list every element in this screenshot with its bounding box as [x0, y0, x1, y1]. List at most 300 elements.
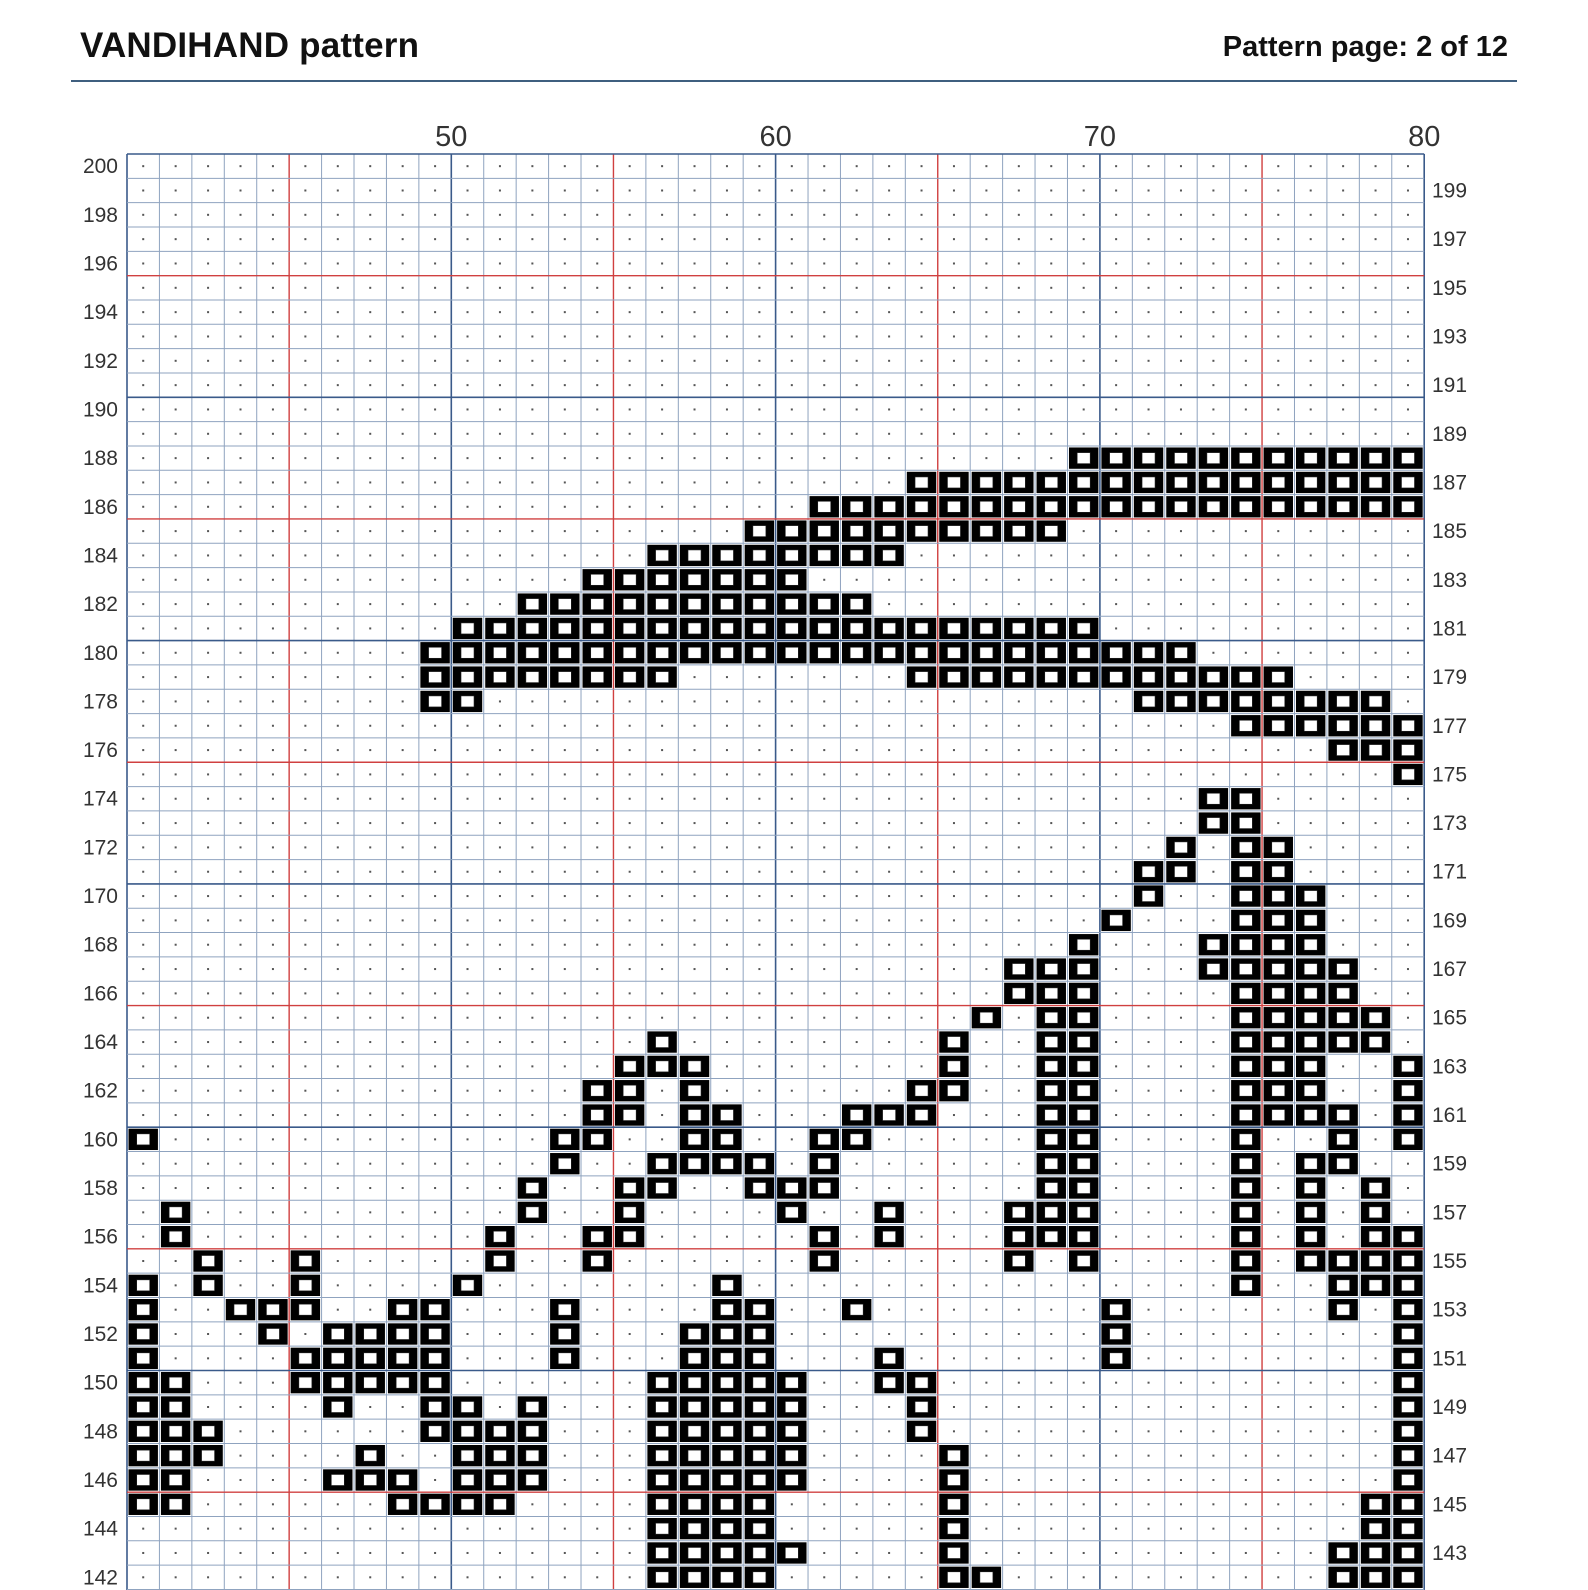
stitch-cell: [1328, 1567, 1357, 1588]
grid-dot: [823, 725, 825, 727]
grid-dot: [856, 749, 858, 751]
grid-dot: [1342, 1211, 1344, 1213]
grid-dot: [175, 749, 177, 751]
grid-dot: [1212, 773, 1214, 775]
grid-dot: [985, 360, 987, 362]
grid-dot: [207, 165, 209, 167]
grid-dot: [304, 992, 306, 994]
stitch-cell: [745, 1299, 774, 1320]
grid-dot: [758, 384, 760, 386]
grid-dot: [434, 1576, 436, 1578]
grid-dot: [1115, 1528, 1117, 1530]
grid-dot: [272, 1260, 274, 1262]
stitch-cell: [1296, 472, 1325, 493]
grid-dot: [207, 700, 209, 702]
grid-dot: [629, 1528, 631, 1530]
grid-dot: [1375, 1163, 1377, 1165]
stitch-cell: [1231, 1153, 1260, 1174]
grid-dot: [694, 871, 696, 873]
grid-dot: [791, 1138, 793, 1140]
stitch-cell: [680, 1153, 709, 1174]
stitch-cell: [680, 1348, 709, 1369]
grid-dot: [758, 360, 760, 362]
grid-dot: [856, 700, 858, 702]
grid-dot: [1407, 238, 1409, 240]
stitch-cell: [1296, 1080, 1325, 1101]
grid-dot: [1148, 1479, 1150, 1481]
grid-dot: [402, 846, 404, 848]
grid-dot: [856, 773, 858, 775]
stitch-cell: [1361, 1518, 1390, 1539]
grid-dot: [1180, 530, 1182, 532]
stitch-cell: [615, 1080, 644, 1101]
stitch-cell: [129, 1129, 158, 1150]
grid-dot: [207, 1333, 209, 1335]
stitch-cell: [129, 1275, 158, 1296]
grid-dot: [629, 189, 631, 191]
stitch-center: [720, 1377, 733, 1388]
grid-dot: [499, 773, 501, 775]
stitch-cell: [745, 1542, 774, 1563]
stitch-cell: [680, 618, 709, 639]
grid-dot: [661, 992, 663, 994]
stitch-cell: [1037, 496, 1066, 517]
stitch-cell: [1069, 1056, 1098, 1077]
grid-dot: [402, 287, 404, 289]
grid-dot: [531, 1041, 533, 1043]
grid-dot: [499, 992, 501, 994]
grid-dot: [1375, 214, 1377, 216]
grid-dot: [1115, 262, 1117, 264]
grid-dot: [1115, 311, 1117, 313]
grid-dot: [1407, 214, 1409, 216]
grid-dot: [304, 335, 306, 337]
row-label-left: 166: [82, 982, 118, 1006]
grid-dot: [1407, 189, 1409, 191]
grid-dot: [1277, 384, 1279, 386]
stitch-cell: [485, 1494, 514, 1515]
stitch-cell: [1069, 1007, 1098, 1028]
stitch-cell: [1069, 472, 1098, 493]
stitch-center: [753, 1450, 766, 1461]
grid-dot: [402, 798, 404, 800]
grid-dot: [369, 1406, 371, 1408]
stitch-center: [947, 1061, 960, 1072]
grid-dot: [142, 1211, 144, 1213]
stitch-cell: [939, 1494, 968, 1515]
grid-dot: [629, 1284, 631, 1286]
row-label-left: 180: [82, 641, 118, 665]
stitch-cell: [680, 593, 709, 614]
grid-dot: [921, 603, 923, 605]
grid-dot: [1342, 603, 1344, 605]
stitch-center: [753, 1304, 766, 1315]
grid-dot: [175, 1260, 177, 1262]
grid-dot: [1310, 262, 1312, 264]
stitch-center: [656, 623, 669, 634]
grid-dot: [1375, 335, 1377, 337]
grid-dot: [694, 189, 696, 191]
stitch-cell: [161, 1372, 190, 1393]
grid-dot: [823, 895, 825, 897]
stitch-center: [915, 501, 928, 512]
grid-dot: [531, 749, 533, 751]
grid-dot: [856, 579, 858, 581]
grid-dot: [791, 1065, 793, 1067]
grid-dot: [1407, 1017, 1409, 1019]
stitch-cell: [939, 1031, 968, 1052]
stitch-cell: [1361, 472, 1390, 493]
grid-dot: [953, 725, 955, 727]
stitch-cell: [1328, 1275, 1357, 1296]
grid-dot: [1277, 1284, 1279, 1286]
grid-dot: [369, 1090, 371, 1092]
stitch-cell: [712, 642, 741, 663]
stitch-center: [1077, 1110, 1090, 1121]
stitch-cell: [712, 1153, 741, 1174]
grid-dot: [985, 1284, 987, 1286]
stitch-cell: [518, 1421, 547, 1442]
stitch-cell: [1199, 447, 1228, 468]
grid-dot: [240, 676, 242, 678]
grid-dot: [175, 944, 177, 946]
grid-dot: [985, 384, 987, 386]
grid-dot: [467, 773, 469, 775]
grid-dot: [240, 700, 242, 702]
grid-dot: [596, 1187, 598, 1189]
stitch-cell: [1296, 1177, 1325, 1198]
grid-dot: [726, 895, 728, 897]
grid-dot: [1407, 1163, 1409, 1165]
grid-dot: [726, 481, 728, 483]
grid-dot: [1342, 1455, 1344, 1457]
grid-dot: [1115, 1284, 1117, 1286]
grid-dot: [985, 603, 987, 605]
grid-dot: [240, 506, 242, 508]
grid-dot: [337, 749, 339, 751]
grid-dot: [1018, 700, 1020, 702]
grid-dot: [921, 457, 923, 459]
stitch-center: [1369, 1523, 1382, 1534]
grid-dot: [272, 1430, 274, 1432]
stitch-cell: [680, 1372, 709, 1393]
grid-dot: [1407, 603, 1409, 605]
stitch-center: [980, 1572, 993, 1583]
stitch-center: [688, 1401, 701, 1412]
grid-dot: [1310, 287, 1312, 289]
grid-dot: [1277, 1333, 1279, 1335]
grid-dot: [1148, 603, 1150, 605]
stitch-cell: [1166, 447, 1195, 468]
grid-dot: [726, 798, 728, 800]
stitch-center: [818, 550, 831, 561]
grid-dot: [240, 262, 242, 264]
grid-dot: [1212, 1576, 1214, 1578]
grid-dot: [1212, 311, 1214, 313]
grid-dot: [337, 408, 339, 410]
grid-dot: [985, 1309, 987, 1311]
grid-dot: [791, 1114, 793, 1116]
grid-dot: [142, 287, 144, 289]
stitch-cell: [453, 1469, 482, 1490]
grid-dot: [629, 1503, 631, 1505]
stitch-center: [850, 1134, 863, 1145]
stitch-cell: [810, 642, 839, 663]
stitch-center: [1174, 866, 1187, 877]
grid-dot: [1148, 214, 1150, 216]
stitch-center: [623, 1207, 636, 1218]
grid-dot: [1018, 1041, 1020, 1043]
stitch-cell: [1393, 1396, 1422, 1417]
stitch-center: [1401, 1426, 1414, 1437]
grid-dot: [467, 1187, 469, 1189]
stitch-center: [980, 1012, 993, 1023]
grid-dot: [1407, 798, 1409, 800]
grid-dot: [1212, 1065, 1214, 1067]
stitch-cell: [1199, 496, 1228, 517]
grid-dot: [499, 189, 501, 191]
grid-dot: [402, 506, 404, 508]
grid-dot: [1245, 165, 1247, 167]
stitch-cell: [485, 1250, 514, 1271]
stitch-center: [850, 623, 863, 634]
grid-dot: [1050, 1333, 1052, 1335]
grid-dot: [434, 725, 436, 727]
stitch-center: [785, 574, 798, 585]
grid-dot: [304, 506, 306, 508]
grid-dot: [921, 871, 923, 873]
grid-dot: [758, 1236, 760, 1238]
grid-dot: [629, 287, 631, 289]
grid-dot: [1310, 335, 1312, 337]
grid-dot: [304, 798, 306, 800]
grid-dot: [272, 725, 274, 727]
grid-dot: [434, 1114, 436, 1116]
grid-dot: [142, 968, 144, 970]
grid-dot: [499, 895, 501, 897]
stitch-center: [688, 647, 701, 658]
stitch-cell: [388, 1372, 417, 1393]
stitch-cell: [1101, 447, 1130, 468]
row-label-left: 142: [82, 1566, 118, 1590]
grid-dot: [985, 1211, 987, 1213]
grid-dot: [434, 798, 436, 800]
grid-dot: [402, 1455, 404, 1457]
grid-dot: [596, 846, 598, 848]
stitch-cell: [810, 1153, 839, 1174]
row-label-right: 153: [1432, 1298, 1468, 1322]
grid-dot: [726, 408, 728, 410]
grid-dot: [1115, 1503, 1117, 1505]
grid-dot: [694, 165, 696, 167]
stitch-cell: [907, 520, 936, 541]
grid-dot: [694, 822, 696, 824]
grid-dot: [985, 1406, 987, 1408]
stitch-cell: [1199, 812, 1228, 833]
stitch-center: [1337, 1547, 1350, 1558]
stitch-center: [818, 526, 831, 537]
grid-dot: [856, 1187, 858, 1189]
stitch-center: [137, 1401, 150, 1412]
grid-dot: [1083, 1357, 1085, 1359]
grid-dot: [629, 1382, 631, 1384]
stitch-cell: [129, 1299, 158, 1320]
grid-dot: [304, 1552, 306, 1554]
grid-dot: [953, 1236, 955, 1238]
grid-dot: [694, 1284, 696, 1286]
stitch-cell: [420, 691, 449, 712]
grid-dot: [207, 1406, 209, 1408]
grid-dot: [1148, 1430, 1150, 1432]
grid-dot: [272, 846, 274, 848]
grid-dot: [921, 1187, 923, 1189]
grid-dot: [1277, 335, 1279, 337]
grid-dot: [823, 1503, 825, 1505]
grid-dot: [304, 1017, 306, 1019]
grid-dot: [856, 433, 858, 435]
grid-dot: [531, 457, 533, 459]
stitch-cell: [1296, 958, 1325, 979]
grid-dot: [1148, 968, 1150, 970]
grid-dot: [402, 822, 404, 824]
grid-dot: [823, 335, 825, 337]
grid-dot: [1148, 1309, 1150, 1311]
grid-dot: [207, 287, 209, 289]
grid-dot: [985, 749, 987, 751]
stitch-cell: [874, 1226, 903, 1247]
grid-dot: [499, 408, 501, 410]
grid-dot: [434, 311, 436, 313]
grid-dot: [1018, 822, 1020, 824]
row-label-left: 184: [82, 544, 118, 568]
grid-dot: [1212, 1503, 1214, 1505]
stitch-center: [1272, 964, 1285, 975]
grid-dot: [369, 1552, 371, 1554]
grid-dot: [564, 360, 566, 362]
stitch-center: [169, 1231, 182, 1242]
grid-dot: [175, 676, 177, 678]
grid-dot: [1407, 287, 1409, 289]
grid-dot: [564, 1552, 566, 1554]
stitch-cell: [745, 1567, 774, 1588]
grid-dot: [1277, 1503, 1279, 1505]
stitch-center: [1142, 501, 1155, 512]
grid-dot: [272, 773, 274, 775]
grid-dot: [207, 1236, 209, 1238]
stitch-cell: [1037, 1056, 1066, 1077]
grid-dot: [531, 822, 533, 824]
grid-dot: [629, 262, 631, 264]
stitch-center: [947, 1450, 960, 1461]
stitch-cell: [1199, 788, 1228, 809]
stitch-center: [1012, 1207, 1025, 1218]
grid-dot: [304, 1333, 306, 1335]
stitch-cell: [972, 642, 1001, 663]
grid-dot: [1310, 822, 1312, 824]
grid-dot: [1277, 238, 1279, 240]
stitch-cell: [485, 1445, 514, 1466]
stitch-center: [753, 1353, 766, 1364]
grid-dot: [1050, 919, 1052, 921]
stitch-center: [1401, 1061, 1414, 1072]
grid-dot: [434, 1211, 436, 1213]
grid-dot: [1083, 822, 1085, 824]
grid-dot: [1277, 1309, 1279, 1311]
grid-dot: [142, 652, 144, 654]
grid-dot: [694, 506, 696, 508]
stitch-center: [1239, 818, 1252, 829]
grid-dot: [369, 506, 371, 508]
grid-dot: [531, 1236, 533, 1238]
grid-dot: [1407, 919, 1409, 921]
grid-dot: [823, 360, 825, 362]
grid-dot: [1148, 311, 1150, 313]
grid-dot: [1277, 749, 1279, 751]
grid-dot: [1375, 165, 1377, 167]
grid-dot: [953, 360, 955, 362]
grid-dot: [240, 627, 242, 629]
grid-dot: [304, 1503, 306, 1505]
grid-dot: [1310, 798, 1312, 800]
stitch-center: [137, 1450, 150, 1461]
grid-dot: [467, 554, 469, 556]
grid-dot: [1050, 579, 1052, 581]
row-label-right: 191: [1432, 374, 1468, 398]
grid-dot: [564, 1455, 566, 1457]
grid-dot: [1245, 603, 1247, 605]
grid-dot: [369, 360, 371, 362]
grid-dot: [1407, 700, 1409, 702]
grid-dot: [337, 1576, 339, 1578]
grid-dot: [985, 1187, 987, 1189]
stitch-center: [947, 1572, 960, 1583]
grid-dot: [1050, 1528, 1052, 1530]
stitch-center: [558, 647, 571, 658]
grid-dot: [1148, 360, 1150, 362]
stitch-cell: [972, 1007, 1001, 1028]
stitch-center: [1337, 1037, 1350, 1048]
grid-dot: [1018, 1357, 1020, 1359]
row-label-left: 146: [82, 1468, 118, 1492]
grid-dot: [207, 481, 209, 483]
grid-dot: [1050, 1503, 1052, 1505]
grid-dot: [402, 968, 404, 970]
grid-dot: [823, 1430, 825, 1432]
grid-dot: [240, 481, 242, 483]
grid-dot: [272, 676, 274, 678]
stitch-center: [818, 599, 831, 610]
stitch-center: [202, 1280, 215, 1291]
stitch-cell: [1328, 496, 1357, 517]
stitch-center: [688, 1499, 701, 1510]
stitch-center: [1045, 647, 1058, 658]
grid-dot: [661, 384, 663, 386]
grid-dot: [499, 1163, 501, 1165]
stitch-center: [1110, 477, 1123, 488]
grid-dot: [953, 919, 955, 921]
grid-dot: [207, 1187, 209, 1189]
grid-dot: [888, 895, 890, 897]
grid-dot: [142, 1236, 144, 1238]
grid-dot: [1277, 311, 1279, 313]
grid-dot: [402, 676, 404, 678]
stitch-center: [1077, 939, 1090, 950]
stitch-center: [1110, 915, 1123, 926]
grid-dot: [726, 189, 728, 191]
stitch-cell: [1231, 472, 1260, 493]
grid-dot: [629, 384, 631, 386]
grid-dot: [564, 1382, 566, 1384]
